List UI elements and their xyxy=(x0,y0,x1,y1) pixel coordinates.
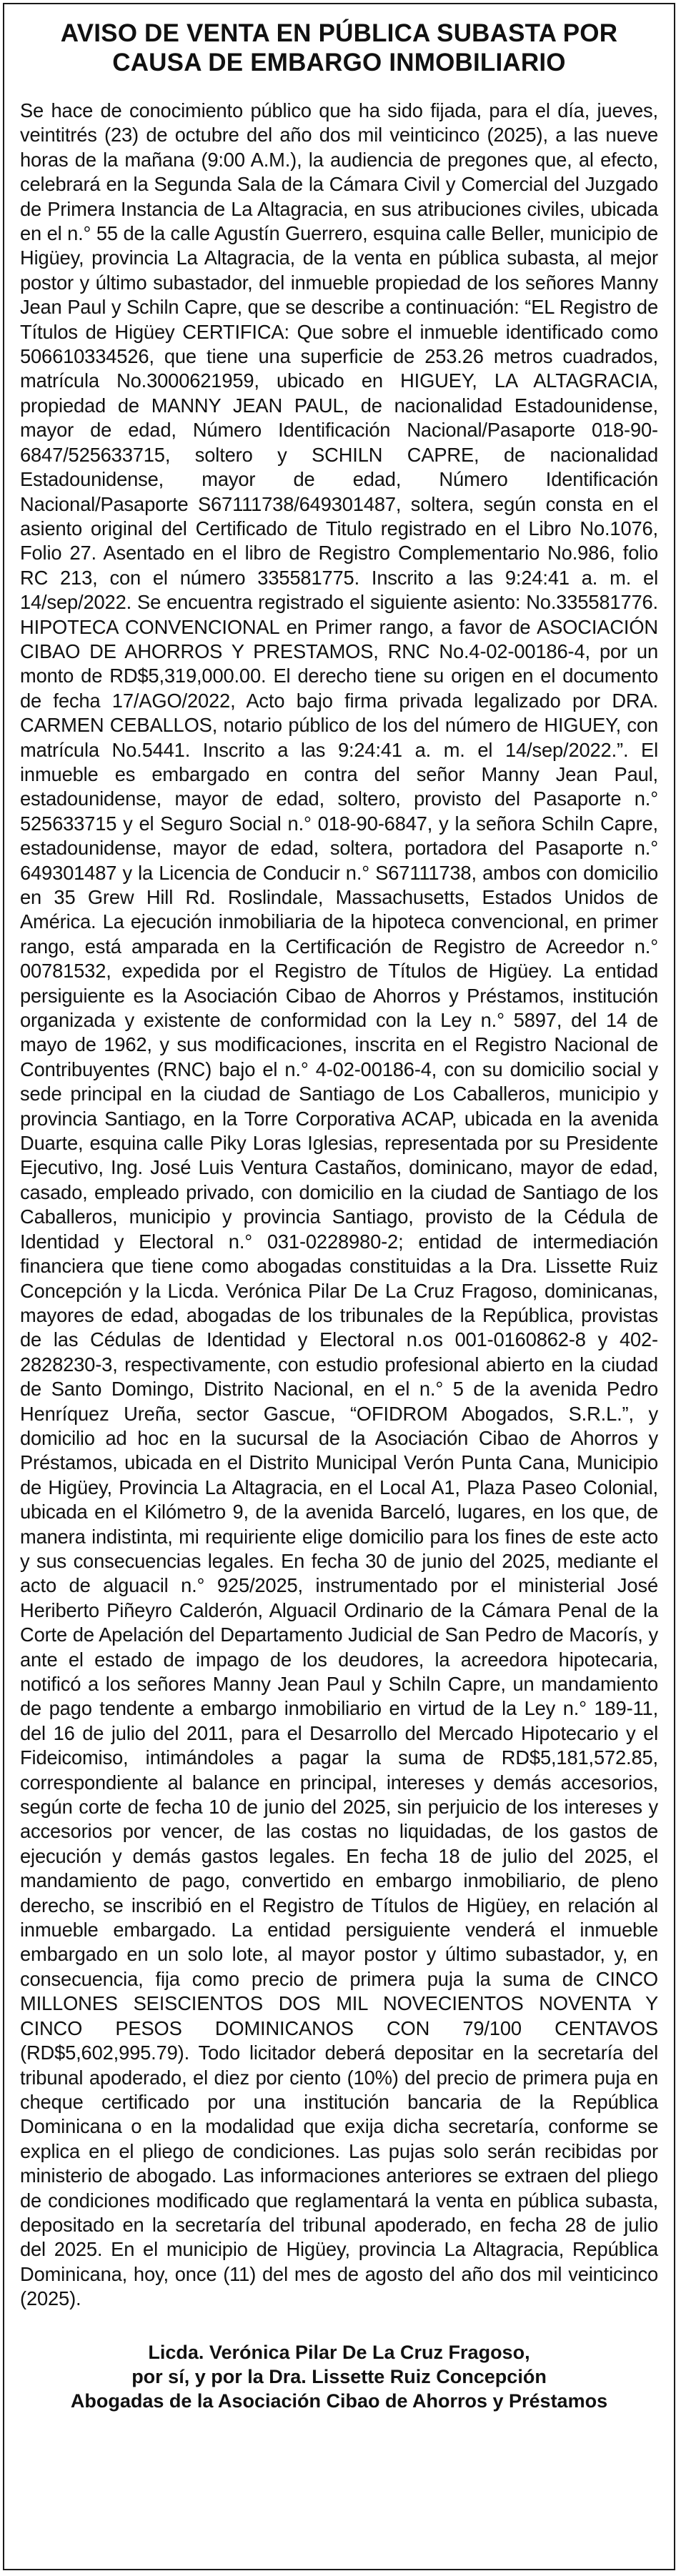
signature-line-3: Abogadas de la Asociación Cibao de Ahorros y Préstamos xyxy=(70,2389,608,2412)
signature-line-1: Licda. Verónica Pilar De La Cruz Fragoso, xyxy=(148,2341,530,2363)
legal-notice xyxy=(3,3,675,2570)
notice-title xyxy=(19,19,660,77)
title-line-2: CAUSA DE EMBARGO INMOBILIARIO xyxy=(112,49,566,76)
title-line-1: AVISO DE VENTA EN PÚBLICA SUBASTA POR xyxy=(60,19,618,47)
notice-body: Se hace de conocimiento público que ha sido fijada, para el día, jueves, veintitrés (23) de octubre del año dos mil veinticinco (2025), a las nueve horas de la mañana (9:00 A.M.), la audiencia de pregones que, al efecto, celebrará en la Segunda Sala de la Cámara Civil y Comercial del Juzgado de Primera Instancia de La Altagracia, en sus atribuciones civiles, ubicada en el n.° 55 de la calle Agustín Guerrero, esquina calle Beller, municipio de Higüey, provincia La Altagracia, de la venta en pública subasta, al mejor postor y último subastador, del inmueble propiedad de los señores Manny Jean Paul y Schiln Capre, que se describe a continuación: “EL Registro de Títulos de Higüey CERTIFICA: Que sobre el inmueble identificado como 506610334526, que tiene una superficie de 253.26 metros cuadrados, matrícula No.3000621959, ubicado en HIGUEY, LA ALTAGRACIA, propiedad de MANNY JEAN PAUL, de nacionalidad Estadounidense, mayor de edad, Número Identificación Nacional/Pasaporte 018-90-6847/525633715, soltero y SCHILN CAPRE, de nacionalidad Estadounidense, mayor de edad, Número Identificación Nacional/Pasaporte S67111738/649301487, soltera, según consta en el asiento original del Certificado de Titulo registrado en el Libro No.1076, Folio 27. Asentado en el libro de Registro Complementario No.986, folio RC 213, con el número 335581775. Inscrito a las 9:24:41 a. m. el 14/sep/2022. Se encuentra registrado el siguiente asiento: No.335581776. HIPOTECA CONVENCIONAL en Primer rango, a favor de ASOCIACIÓN CIBAO DE AHORROS Y PRESTAMOS, RNC No.4-02-00186-4, por un monto de RD$5,319,000.00. El derecho tiene su origen en el documento de fecha 17/AGO/2022, Acto bajo firma privada legalizado por DRA. CARMEN CEBALLOS, notario público de los del número de HIGUEY, con matrícula No.5441. Inscrito a las 9:24:41 a. m. el 14/sep/2022.”. El inmueble es embargado en contra del señor Manny Jean Paul, estadounidense, mayor de edad, soltero, provisto del Pasaporte n.° 525633715 y el Seguro Social n.° 018-90-6847, y la señora Schiln Capre, estadounidense, mayor de edad, soltera, portadora del Pasaporte n.° 649301487 y la Licencia de Conducir n.° S67111738, ambos con domicilio en 35 Grew Hill Rd. Roslindale, Massachusetts, Estados Unidos de América. La ejecución inmobiliaria de la hipoteca convencional, en primer rango, está amparada en la Certificación de Registro de Acreedor n.° 00781532, expedida por el Registro de Títulos de Higüey. La entidad persiguiente es la Asociación Cibao de Ahorros y Préstamos, institución organizada y existente de conformidad con la Ley n.° 5897, del 14 de mayo de 1962, y sus modificaciones, inscrita en el Registro Nacional de Contribuyentes (RNC) bajo el n.° 4-02-00186-4, con su domicilio social y sede principal en la ciudad de Santiago de Los Caballeros, municipio y provincia Santiago, en la Torre Corporativa ACAP, ubicada en la avenida Duarte, esquina calle Piky Loras Iglesias, representada por su Presidente Ejecutivo, Ing. José Luis Ventura Castaños, dominicano, mayor de edad, casado, empleado privado, con domicilio en la ciudad de Santiago de los Caballeros, municipio y provincia Santiago, provisto de la Cédula de Identidad y Electoral n.° 031-0228980-2; entidad de intermediación financiera que tiene como abogadas constituidas a la Dra. Lissette Ruiz Concepción y la Licda. Verónica Pilar De La Cruz Fragoso, dominicanas, mayores de edad, abogadas de los tribunales de la República, provistas de las Cédulas de Identidad y Electoral n.os 001-0160862-8 y 402-2828230-3, respectivamente, con estudio profesional abierto en la ciudad de Santo Domingo, Distrito Nacional, en el n.° 5 de la avenida Pedro Henríquez Ureña, sector Gascue, “OFIDROM Abogados, S.R.L.”, y domicilio ad hoc en la sucursal de la Asociación Cibao de Ahorros y Préstamos, ubicada en el Distrito Municipal Verón Punta Cana, Municipio de Higüey, Provincia La Altagracia, en el Local A1, Plaza Paseo Colonial, ubicada en el Kilómetro 9, de la avenida Barceló, lugares, en los que, de manera indistinta, mi requiriente elige domicilio para los fines de este acto y sus consecuencias legales. En fecha 30 de junio del 2025, mediante el acto de alguacil n.° 925/2025, instrumentado por el ministerial José Heriberto Piñeyro Calderón, Alguacil Ordinario de la Cámara Penal de la Corte de Apelación del Departamento Judicial de San Pedro de Macorís, y ante el estado de impago de los deudores, la acreedora hipotecaria, notificó a los señores Manny Jean Paul y Schiln Capre, un mandamiento de pago tendente a embargo inmobiliario en virtud de la Ley n.° 189-11, del 16 de julio del 2011, para el Desarrollo del Mercado Hipotecario y el Fideicomiso, intimándoles a pagar la suma de RD$5,181,572.85, correspondiente al balance en principal, intereses y demás accesorios, según corte de fecha 10 de junio del 2025, sin perjuicio de los intereses y accesorios por vencer, de las costas no liquidadas, de los gastos de ejecución y demás gastos legales. En fecha 18 de julio del 2025, el mandamiento de pago, convertido en embargo inmobiliario, de pleno derecho, se inscribió en el Registro de Títulos de Higüey, en relación al inmueble embargado. La entidad persiguiente venderá el inmueble embargado en un solo lote, al mayor postor y último subastador, y, en consecuencia, fija como precio de primera puja la suma de CINCO MILLONES SEISCIENTOS DOS MIL NOVECIENTOS NOVENTA Y CINCO PESOS DOMINICANOS CON 79/100 CENTAVOS (RD$5,602,995.79). Todo licitador deberá depositar en la secretaría del tribunal apoderado, el diez por ciento (10%) del precio de primera puja en cheque certificado por una institución bancaria de la República Dominicana o en la modalidad que exija dicha secretaría, conforme se explica en el pliego de condiciones. Las pujas solo serán recibidas por ministerio de abogado. Las informaciones anteriores se extraen del pliego de condiciones modificado que reglamentará la venta en pública subasta, depositado en la secretaría del tribunal apoderado, en fecha 28 de julio del 2025. En el municipio de Higüey, provincia La Altagracia, República Dominicana, hoy, once (11) del mes de agosto del año dos mil veinticinco (2025). xyxy=(20,99,658,2310)
signature-line-2: por sí, y por la Dra. Lissette Ruiz Concepción xyxy=(131,2365,547,2387)
signature-block xyxy=(19,2340,660,2413)
